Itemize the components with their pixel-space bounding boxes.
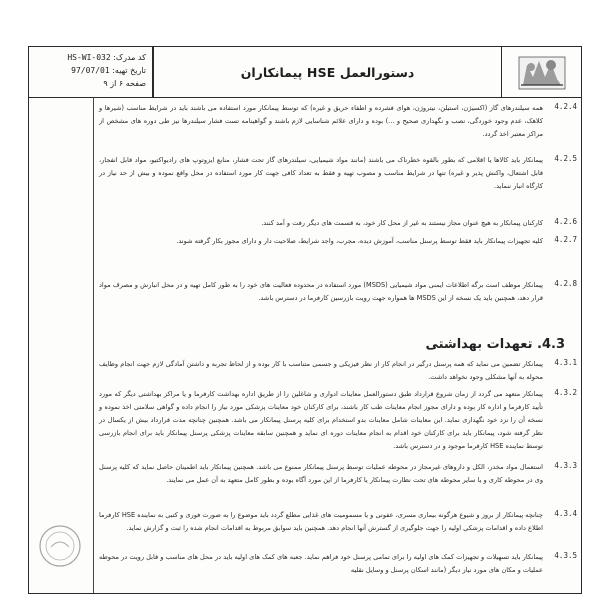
clause-4-3-3-text: استعمال مواد مخدر، الکل و داروهای غیرمجاز در محوطه عملیات توسط پرسنل پیمانکار ممنوع می باشد. همچنین پیمانکار باید اطمینان حاصل نماید که کلیه پرسنل وی در محوطه کاری و یا سایر محوطه های تحت نظارت پیمانکار یا کارفرما از این مورد آگاه بوده و بطور کامل متعهد به آن عمل می نمایند. [99,463,543,485]
section-title: تعهدات بهداشتی [425,337,533,352]
document-info-cell [29,47,153,97]
clause-4-3-2-number: 4.3.2 [554,388,577,397]
section-heading [425,337,565,352]
document-date-label: تاریخ تهیه: [112,66,146,75]
clause-4-2-6-text: کارکنان پیمانکار به هیچ عنوان مجاز نیستند به غیر از محل کار خود، به قسمت های دیگر رفت و آمد کنند. [261,219,543,227]
document-body [29,99,581,593]
clause-4-3-3-number: 4.3.3 [554,461,577,470]
clause-4-2-5-number: 4.2.5 [554,154,577,163]
document-code-label: کد مدرک: [113,53,146,62]
clause-4-2-4-text: همه سیلندرهای گاز (اکسیژن، استیلن، نیتروژن، هوای فشرده و اطفاء حریق و غیره) که توسط پیمانکار مورد استفاده می باشند باید در شرایط مناسب (شیرها و کلاهک، عدم وجود خوردگی، نصب و نگهداری صحیح و ...) بوده و دارای علائم شناسایی لازم باشند و گواهینامه تست فشار سیلندرها نیز طی دوره های مشخص از مراکز معتبر اخذ گردد. [99,104,543,139]
official-stamp [37,523,83,569]
clause-4-3-1-text: پیمانکار تضمین می نماید که همه پرسنل درگیر در انجام کار از نظر فیزیکی و جسمی متناسب با کار بوده و از لحاظ تجربه و داشتن آمادگی لازم جهت انجام وظایف محوله به آنها مشکلی وجود نخواهد داشت. [99,360,543,382]
company-logo [501,47,581,97]
clause-4-2-4-number: 4.2.4 [554,102,577,111]
document-code-value: HS-WI-032 [67,53,111,62]
clause-4-2-6-number: 4.2.6 [554,217,577,226]
document-date [29,64,152,77]
clause-4-2-8-text: پیمانکار موظف است برگه اطلاعات ایمنی مواد شیمیایی (MSDS) مورد استفاده در محدوده فعالیت های خود را به طور کامل تهیه و در محل انبارش و مصرف مواد قرار دهد، همچنین باید یک نسخه از این MSDS ها همواره جهت رویت بازرسین کارفرما در دسترس باشد. [99,281,544,303]
document-page [28,46,582,594]
document-date-value: 97/07/01 [71,66,110,75]
page-number: صفحه ۶ از ۹ [103,79,146,88]
clause-4-3-4-text: چنانچه پیمانکار از بروز و شیوع هرگونه بیماری مسری، عفونی و یا مسمومیت های غذایی مطلع گردد باید موضوع را به صورت فوری و کتبی به نماینده HSE کارفرما اطلاع داده و اقدامات پزشکی اولیه را جهت جلوگیری از گسترش آنها انجام دهد. همچنین باید سوابق مربوط به اقدامات انجام شده را ثبت و گزارش نماید. [99,511,544,533]
clause-4-3-5-text: پیمانکار باید تسهیلات و تجهیزات کمک های اولیه را برای تمامی پرسنل خود فراهم نماید. جعبه های کمک های اولیه باید در محل های مناسب و قابل رویت در محوطه عملیات و مکان های مورد نیاز دیگر (مانند اسکان پرسنل و وسایل نقلیه [99,553,543,575]
document-code [29,47,152,64]
clause-4-3-5-number: 4.3.5 [554,551,577,560]
clause-4-3-2-text: پیمانکار متعهد می گردد از زمان شروع قرارداد طبق دستورالعمل معاینات ادواری و شاغلین را از طریق اداره بهداشت کارفرما و یا مراکز بهداشتی دیگر که مورد تأیید کارفرما و اداره کار بوده و دارای مجوز انجام معاینات طب کار باشند، برای کارکنان خود معاینات پزشکی مورد نیاز را انجام داده و گواهی سلامتی اخذ نموده و نسخه آن را نزد خود نگهداری نماید. این معاینات شامل معاینات بدو استخدام برای کلیه پرسنل پیمانکار می باشد. همچنین چنانچه مدت قرارداد بیش از یکسال در نظر گرفته شود، پیمانکار باید برای کارکنان خود اقدام به انجام معاینات دوره ای نماید و همچنین سابقه معاینات پزشکی پرسنل پیمانکار باید برای انجام بازرسی توسط نماینده HSE کارفرما موجود و در دسترس باشد. [99,390,543,451]
document-header [29,47,581,98]
clause-4-2-7-text: کلیه تجهیزات پیمانکار باید فقط توسط پرسنل مناسب، آموزش دیده، مجرب، واجد شرایط، صلاحیت دار و دارای مجوز بکار گرفته شوند. [176,237,543,245]
clause-4-2-5-text: پیمانکار باید کالاها یا اقلامی که بطور بالقوه خطرناک می باشند (مانند مواد شیمیایی، سیلندرهای گاز تحت فشار، منابع ایزوتوپ های رادیواکتیو، مواد قابل انفجار، قابل اشتعال، واکنش پذیر و غیره) تنها در شرایط مناسب و مصوب تهیه و فقط به تعداد کافی جهت کار مورد استفاده در محل واقع نموده و بیش از حد نیاز در کارگاه انبار ننماید. [99,156,543,191]
clause-4-3-4-number: 4.3.4 [554,509,577,518]
section-number: 4.3. [537,337,565,352]
clause-4-2-8-number: 4.2.8 [554,279,577,288]
document-title-cell [153,47,501,97]
document-title: دستورالعمل HSE پیمانکاران [240,64,415,80]
clause-4-2-7-number: 4.2.7 [554,235,577,244]
clause-4-3-1-number: 4.3.1 [554,358,577,367]
company-logo-icon [511,51,573,93]
